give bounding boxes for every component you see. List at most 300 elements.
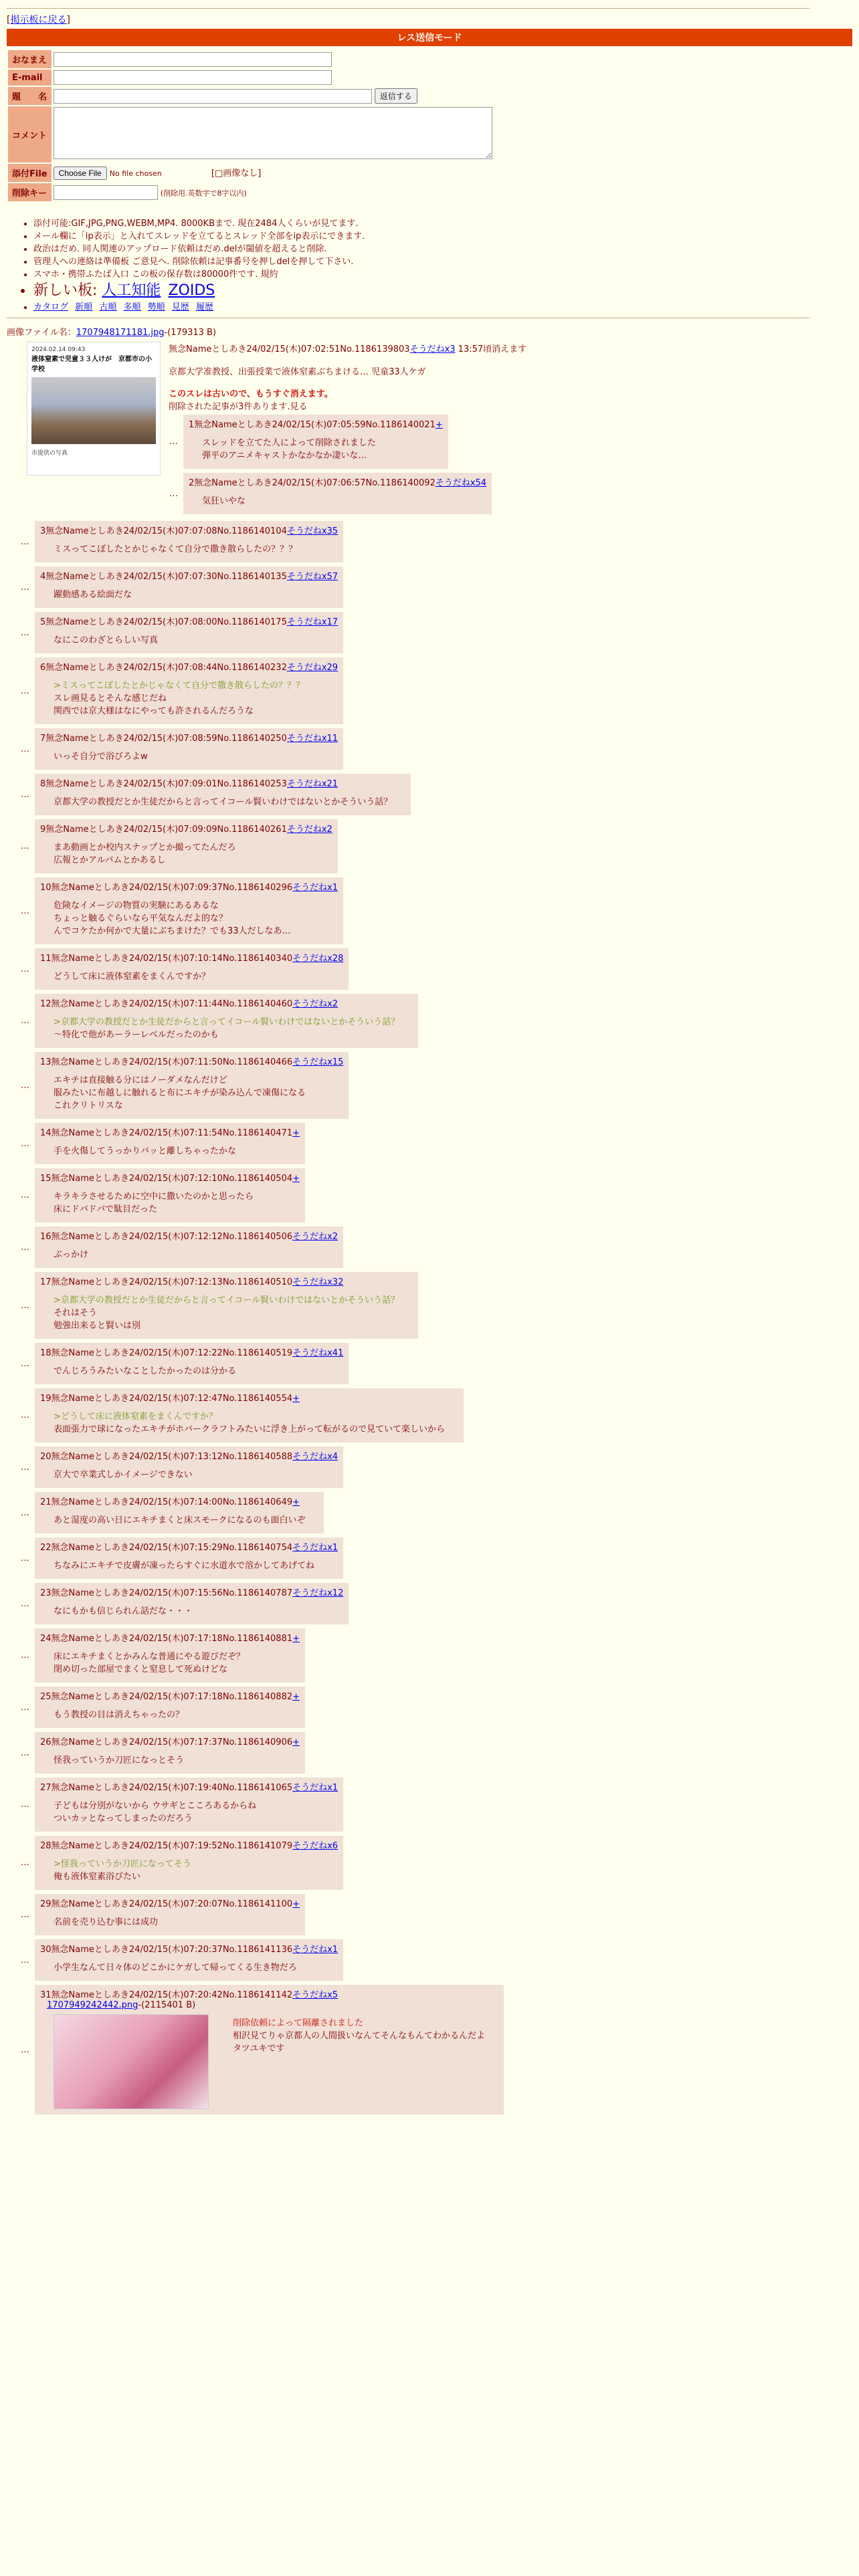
reply-line: エキチは直接触る分にはノーダメなんだけど <box>54 1075 227 1085</box>
reply-meta: 無念Nameとしあき24/02/15(木)07:14:00No.1186140649 <box>51 1497 293 1507</box>
reply-number: 15 <box>40 1174 52 1184</box>
reply-message <box>54 1650 286 1676</box>
reply-line: もう教授の目は消えちゃったの？ <box>54 1710 185 1720</box>
sodane-button[interactable]: + <box>292 1634 300 1644</box>
sodane-button[interactable]: + <box>292 1692 300 1702</box>
reply-message <box>54 1145 286 1158</box>
reply-number: 30 <box>40 1945 52 1955</box>
reply-body <box>35 728 343 770</box>
image-file-size: -(179313 B) <box>164 328 217 338</box>
reply-meta: 無念Nameとしあき24/02/15(木)07:11:54No.1186140471 <box>51 1128 293 1138</box>
reply-message <box>54 1800 324 1825</box>
back-nav: [掲示板に戻る] <box>7 15 70 25</box>
replies-list <box>20 521 852 1981</box>
reply-line: >京都大学の教授だとか生徒だからと言ってイコール賢いわけではないとかそういう話？ <box>54 1017 400 1027</box>
reply-dots: … <box>21 841 29 851</box>
reply-message <box>54 588 324 601</box>
sodane-button[interactable]: + <box>292 1394 300 1404</box>
reply-message <box>54 1961 324 1974</box>
reply-line: 危険なイメージの物質の実験にあるあるな <box>54 901 219 911</box>
reply-18 <box>20 1343 349 1384</box>
thumb-title: 液体窒素で児童３３人けが 京都市の小学校 <box>31 356 152 373</box>
reply-line: 躍動感ある絵面だな <box>54 590 132 600</box>
reply-header <box>40 880 338 893</box>
reply-dots: … <box>21 1909 29 1920</box>
post-form <box>7 49 494 203</box>
reply-27 <box>20 1778 343 1832</box>
reply-meta: 無念Nameとしあき24/02/15(木)07:12:12No.1186140506 <box>51 1232 293 1242</box>
reply-header <box>40 1838 338 1851</box>
reply-meta: 無念Nameとしあき24/02/15(木)07:11:50No.1186140466 <box>51 1057 293 1067</box>
reply-meta: 無念Nameとしあき24/02/15(木)07:19:40No.1186141065 <box>51 1783 293 1793</box>
reply-3 <box>20 521 343 562</box>
sort-many-link[interactable]: 多順 <box>123 302 141 312</box>
reply-dots: … <box>21 1410 29 1420</box>
reply-number: 24 <box>40 1634 52 1644</box>
sodane-button[interactable]: そうだねx17 <box>286 617 339 627</box>
reply-number: 6 <box>40 663 46 673</box>
reply-28 <box>20 1836 343 1890</box>
reply-dots: … <box>21 744 29 754</box>
reply-line: 小学生なんて日々体のどこかにケガして帰ってくる生き物だろ <box>54 1963 297 1973</box>
sodane-button[interactable]: そうだねx15 <box>292 1057 344 1067</box>
subject-label: 題 名 <box>8 87 52 105</box>
sodane-button[interactable]: + <box>435 420 443 430</box>
reply-13 <box>20 1052 349 1119</box>
reply-dots: … <box>21 905 29 916</box>
reply-header <box>40 776 405 789</box>
reply-body <box>35 1168 305 1222</box>
reply-number: 1 <box>189 420 195 430</box>
reply-body <box>35 1687 305 1728</box>
reply-line: 相沢見てりゃ京都人の人間扱いなんてそんなもんてわかるんだよ <box>233 2031 486 2041</box>
reply-header <box>40 1631 300 1644</box>
sodane-button[interactable]: そうだねx5 <box>292 1990 339 2000</box>
reply-body <box>35 1894 305 1935</box>
name-label: おなまえ <box>8 50 52 68</box>
reply-17 <box>20 1272 418 1339</box>
reply-message <box>54 1605 330 1618</box>
reply-6 <box>20 657 343 724</box>
reply-meta: 無念Nameとしあき24/02/15(木)07:20:07No.1186141100 <box>51 1899 293 1909</box>
reply-header <box>40 1586 343 1598</box>
reply-24 <box>20 1628 305 1683</box>
deleted-note: 削除された記事が3件あります.見る <box>169 402 308 412</box>
delkey-label: 削除キー <box>8 183 52 201</box>
new-boards <box>33 281 852 301</box>
reply-29 <box>20 1894 305 1935</box>
reply-meta: 無念Nameとしあき24/02/15(木)07:13:12No.1186140588 <box>51 1452 293 1462</box>
reply-line: >怪我っていうか刀匠になってそう <box>54 1859 191 1869</box>
reply-dots: … <box>21 2044 29 2055</box>
reply-number: 13 <box>40 1057 52 1067</box>
reply-meta: 無念Nameとしあき24/02/15(木)07:09:09No.1186140261 <box>45 825 287 835</box>
reply-message <box>54 1074 330 1112</box>
reply-body <box>35 1123 305 1164</box>
reply-30 <box>20 1939 343 1981</box>
reply-body <box>35 1939 343 1981</box>
reply-line: 閉め切った部屋でまくと窒息して死ぬけどな <box>54 1665 228 1675</box>
reply-line: 怪我っていうか刀匠になっとそう <box>54 1755 185 1765</box>
comment-field[interactable] <box>54 107 492 159</box>
reply-message <box>54 1249 324 1261</box>
reply-body <box>35 877 343 944</box>
rule-item: • 政治はだめ. 同人関連のアップロード依頼はだめ.delが閾値を超えると削除. <box>33 243 852 255</box>
sodane-button[interactable]: そうだねx21 <box>286 779 339 789</box>
reply-line: >ミスってこぼしたとかじゃなくて自分で撒き散らしたの？？？ <box>54 681 305 691</box>
reply-message <box>54 1560 324 1572</box>
sodane-button[interactable]: そうだねx11 <box>286 734 339 744</box>
reply-message <box>54 1754 286 1767</box>
sodane-button[interactable]: そうだねx1 <box>292 1945 339 1955</box>
reply-line: んでコケたか何かで大量にぶちまけた？でも33人だしなあ… <box>54 926 291 936</box>
reply-number: 16 <box>40 1232 52 1242</box>
reply-dots: … <box>21 627 29 638</box>
thumb-caption: 市提供の写真 <box>31 450 68 457</box>
mode-bar: レス送信モード <box>7 29 852 46</box>
reply-line: ちなみにエキチで皮膚が凍ったらすぐに水道水で溶かしてあげてね <box>54 1561 315 1571</box>
reply-line: ちょっと触るぐらいなら平気なんだよ的な？ <box>54 914 228 924</box>
op-header: 無念Nameとしあき24/02/15(木)07:02:51No.1186139803そうだねx3 13:57頃消えます <box>169 344 527 354</box>
reply-number: 19 <box>40 1394 52 1404</box>
reply-number: 29 <box>40 1899 52 1909</box>
reply-dots: … <box>21 536 29 547</box>
catalog-link[interactable]: カタログ <box>33 302 69 312</box>
sodane-button[interactable]: そうだねx3 <box>409 344 456 354</box>
reply-header <box>40 1391 458 1404</box>
classroom-photo <box>31 377 156 444</box>
top-divider <box>7 8 809 9</box>
reply-header <box>40 1540 338 1553</box>
reply-message <box>54 841 319 867</box>
reply-meta: 無念Nameとしあき24/02/15(木)07:12:10No.1186140504 <box>51 1174 293 1184</box>
reply-header <box>40 731 338 744</box>
reply-body <box>35 1836 343 1890</box>
reply-image-link[interactable]: 1707949242442.png <box>47 2000 138 2010</box>
sodane-button[interactable]: + <box>292 1174 300 1184</box>
reply-meta: 無念Nameとしあき24/02/15(木)07:11:44No.1186140460 <box>51 999 293 1009</box>
reply-line: 手を火傷してうっかりバッと離しちゃったかな <box>54 1146 237 1156</box>
reply-header <box>40 1229 338 1242</box>
reply-meta: 無念Nameとしあき24/02/15(木)07:08:44No.1186140232 <box>45 663 287 673</box>
thread <box>7 325 852 2115</box>
sodane-button[interactable]: そうだねx1 <box>292 1783 339 1793</box>
reply-header <box>40 822 332 835</box>
reply-message <box>54 634 324 647</box>
reply-dots: … <box>21 1507 29 1518</box>
reply-line: スレッドを立てた人によって削除されました <box>202 438 376 448</box>
op-replies <box>169 415 527 514</box>
sodane-button[interactable]: そうだねx28 <box>292 954 344 964</box>
reply-header <box>40 1689 300 1702</box>
reply-line: >京都大学の教授だとか生徒だからと言ってイコール賢いわけではないとかそういう話？ <box>54 1295 400 1305</box>
reply-message <box>54 1016 399 1041</box>
delkey-field[interactable] <box>54 185 158 200</box>
catalog-links <box>33 301 852 314</box>
reply-header <box>40 660 338 673</box>
reply-body <box>35 1388 464 1442</box>
reply-dots: … <box>21 1016 29 1026</box>
reply-line: ミスってこぼしたとかじゃなくて自分で撒き散らしたの？？？ <box>54 544 298 554</box>
reply-16 <box>20 1226 343 1268</box>
reply-header <box>189 417 443 430</box>
reply-number: 27 <box>40 1783 52 1793</box>
reply-message <box>54 1410 445 1436</box>
reply-meta: 無念Nameとしあき24/02/15(木)07:17:18No.1186140882 <box>51 1692 293 1702</box>
sodane-button[interactable]: そうだねx57 <box>286 572 339 582</box>
reply-line: キラキラさせるために空中に撒いたのかと思ったら <box>54 1192 254 1202</box>
reply-message <box>54 1365 330 1378</box>
reply-header <box>40 1275 413 1287</box>
rule-item: • スマホ・携帯ふたば入口 この板の保存数は80000件です. 規約 <box>33 268 852 281</box>
reply-meta: 無念Nameとしあき24/02/15(木)07:12:13No.1186140510 <box>51 1277 293 1287</box>
sodane-button[interactable]: そうだねx32 <box>292 1277 344 1287</box>
rule-item: • メール欄に「ip表示」と入れてスレッドを立てるとスレッド全部をip表示にできます. <box>33 230 852 243</box>
reply-number: 4 <box>40 572 46 582</box>
no-image-checkbox[interactable]: [□画像なし] <box>211 169 262 179</box>
sodane-button[interactable]: そうだねx12 <box>292 1588 344 1598</box>
reply-header <box>40 1495 318 1507</box>
reply-body <box>35 1226 343 1268</box>
reply-line: 表面張力で球になったエキチがホバークラフトみたいに浮き上がって転がるので見ていて楽しいから <box>54 1424 446 1434</box>
reply-message <box>54 679 324 718</box>
sodane-button[interactable]: そうだねx2 <box>292 1232 339 1242</box>
reply-body <box>35 1583 349 1624</box>
reply-dots: … <box>21 1650 29 1660</box>
reply-number: 22 <box>40 1543 52 1553</box>
sodane-button[interactable]: そうだねx41 <box>292 1348 344 1358</box>
reply-line: どうして床に液体窒素をまくんですか？ <box>54 972 211 982</box>
reply-header <box>40 996 413 1009</box>
reply-body <box>35 1446 343 1488</box>
reply-21 <box>20 1492 324 1533</box>
thumb-date: 2024.02.14 09:43 <box>31 346 86 353</box>
reply-message <box>202 437 430 462</box>
reply-message <box>54 1190 286 1216</box>
reply-number: 10 <box>40 883 52 893</box>
reply-meta: 無念Nameとしあき24/02/15(木)07:12:47No.1186140554 <box>51 1394 293 1404</box>
reply-body: 31無念Nameとしあき24/02/15(木)07:20:42No.1186141142そうだねx5 1707949242442.png-(2115401 B) 削除依頼によって隔離されました 相沢見てりゃ京都人の人間扱いなんてそんなもんてわかるんだよ タツユキです <box>35 1985 504 2115</box>
reply-meta: 無念Nameとしあき24/02/15(木)07:17:37No.1186140906 <box>51 1737 293 1747</box>
reply-number: 12 <box>40 999 52 1009</box>
reply-header <box>40 1897 300 1909</box>
board-link-ai[interactable]: 人工知能 <box>102 282 161 299</box>
reply-8 <box>20 774 411 815</box>
reply-dots: … <box>21 1598 29 1609</box>
reply-header <box>189 475 486 488</box>
reply-10 <box>20 877 343 944</box>
reply-header <box>40 1449 338 1462</box>
reply-5 <box>20 612 343 653</box>
history-link[interactable]: 履歴 <box>195 302 213 312</box>
reply-line: 京都大学の教授だとか生徒だからと言ってイコール賢いわけではないとかそういう話？ <box>54 797 393 807</box>
reply-line: なにもかも信じられん話だな・・・ <box>54 1606 193 1616</box>
reply-dots: … <box>169 488 178 499</box>
reply-line: 名前を売り込む事には成功 <box>54 1917 159 1927</box>
reply-number: 3 <box>40 526 46 536</box>
sodane-button[interactable]: そうだねx2 <box>286 825 332 835</box>
image-file-line <box>7 325 852 338</box>
reply-meta: 無念Nameとしあき24/02/15(木)07:12:22No.1186140519 <box>51 1348 293 1358</box>
reply-dots: … <box>21 1080 29 1091</box>
reply-dots: … <box>21 1358 29 1369</box>
reply-meta: 無念Nameとしあき24/02/15(木)07:08:00No.1186140175 <box>45 617 287 627</box>
reply-line: ぶっかけ <box>54 1250 89 1260</box>
sodane-button[interactable]: + <box>292 1497 300 1507</box>
sort-old-link[interactable]: 古順 <box>99 302 117 312</box>
sodane-button[interactable]: そうだねx1 <box>292 883 339 893</box>
reply-message <box>54 899 324 938</box>
sodane-button[interactable]: そうだねx2 <box>292 999 339 1009</box>
reply-header <box>40 524 338 536</box>
name-field[interactable] <box>54 52 332 67</box>
reply-dots: … <box>21 685 29 696</box>
image-file-label: 画像ファイル名： <box>7 328 76 338</box>
reply-26 <box>20 1732 305 1774</box>
reply-body <box>35 612 343 653</box>
reply-line: 関西では京大様はなにやっても許されるんだろうな <box>54 706 254 716</box>
reply-header <box>40 1735 300 1747</box>
reply-line: なにこのわざとらしい写真 <box>54 635 159 645</box>
image-file-link[interactable]: 1707948171181.jpg <box>76 328 165 338</box>
reply-11 <box>20 948 349 990</box>
reply-message <box>54 1916 286 1929</box>
new-boards-prefix: 新しい板: <box>33 282 98 299</box>
reply-15 <box>20 1168 305 1222</box>
reply-number: 8 <box>40 779 46 789</box>
reply-12 <box>20 994 418 1048</box>
reply-meta: 無念Nameとしあき24/02/15(木)07:20:37No.1186141136 <box>51 1945 293 1955</box>
reply-number: 5 <box>40 617 46 627</box>
subject-field[interactable] <box>54 89 372 104</box>
reply-line: それはそう <box>54 1308 98 1318</box>
sodane-button[interactable]: そうだねx6 <box>292 1841 339 1851</box>
reply-line: いっそ自分で浴びろよw <box>54 752 148 762</box>
reply-body <box>35 1628 305 1683</box>
reply-header <box>40 1055 343 1067</box>
reply-header <box>40 1780 338 1793</box>
reply-header <box>40 1125 300 1138</box>
reply-message <box>54 1294 399 1332</box>
reply-meta: 無念Nameとしあき24/02/15(木)07:08:59No.1186140250 <box>45 734 287 744</box>
reply-number: 23 <box>40 1588 52 1598</box>
reply-body <box>35 774 411 815</box>
reply-meta: 無念Nameとしあき24/02/15(木)07:10:14No.1186140340 <box>51 954 293 964</box>
reply-message <box>54 1469 324 1481</box>
reply-meta: 無念Nameとしあき24/02/15(木)07:09:01No.1186140253 <box>45 779 287 789</box>
reply-dots: … <box>21 1300 29 1311</box>
reply-31 <box>20 1985 504 2115</box>
sodane-button[interactable]: そうだねx1 <box>292 1543 339 1553</box>
sodane-button[interactable]: + <box>292 1899 300 1909</box>
reply-9 <box>20 819 338 873</box>
reply-line: 俺も液体窒素浴びたい <box>54 1872 141 1882</box>
reply-23 <box>20 1583 349 1624</box>
reply-7 <box>20 728 343 770</box>
reply-body <box>35 521 343 562</box>
reply-message <box>54 1514 305 1527</box>
sodane-button[interactable]: そうだねx29 <box>286 663 339 673</box>
reply-1 <box>169 415 448 469</box>
reply-header <box>40 1171 300 1184</box>
email-field[interactable] <box>54 70 332 85</box>
choose-file-button[interactable]: Choose File <box>54 167 107 180</box>
rules-list <box>33 217 852 314</box>
rule-item: • 管理人への連絡は準備板 ご意見へ. 削除依頼は記事番号を押しdelを押して下さい. <box>33 255 852 268</box>
reply-image-thumbnail[interactable] <box>54 2014 209 2109</box>
reply-body <box>35 994 418 1048</box>
reply-line: 京大で卒業式しかイメージできない <box>54 1470 193 1480</box>
reply-body <box>35 1537 343 1579</box>
reply-line: 広報とかアルバムとかあるし <box>54 855 166 865</box>
reply-line: 床にドバドバで駄目だった <box>54 1204 157 1214</box>
reply-meta: 無念Nameとしあき24/02/15(木)07:15:29No.1186140754 <box>51 1543 293 1553</box>
reply-body <box>35 1778 343 1832</box>
reply-header <box>40 951 343 964</box>
op-thumbnail[interactable] <box>27 342 161 475</box>
reply-meta: 無念Nameとしあき24/02/15(木)07:17:18No.1186140881 <box>51 1634 293 1644</box>
reply-body <box>35 1343 349 1384</box>
reply-message <box>54 1858 324 1883</box>
reply-line: でんじろうみたいなことしたかったのは分かる <box>54 1366 237 1376</box>
reply-body <box>35 1732 305 1774</box>
sort-momentum-link[interactable]: 勢順 <box>147 302 165 312</box>
reply-header: 31無念Nameとしあき24/02/15(木)07:20:42No.1186141142そうだねx5 <box>40 1990 339 2000</box>
back-link[interactable]: 掲示板に戻る <box>10 15 67 25</box>
reply-dots: … <box>169 437 178 447</box>
reply-dots: … <box>21 1242 29 1253</box>
sodane-button[interactable]: + <box>292 1737 300 1747</box>
reply-number: 11 <box>40 954 52 964</box>
sort-new-link[interactable]: 新順 <box>75 302 93 312</box>
reply-body <box>35 657 343 724</box>
submit-button[interactable]: 返信する <box>375 88 417 104</box>
reply-body <box>35 566 343 608</box>
reply-body <box>183 415 448 469</box>
sodane-button[interactable]: そうだねx4 <box>292 1452 339 1462</box>
view-history-link[interactable]: 見歴 <box>171 302 189 312</box>
reply-header <box>40 1942 338 1955</box>
reply-14 <box>20 1123 305 1164</box>
reply-line: ついカッとなってしまったのだろう <box>54 1814 193 1824</box>
reply-meta: 無念Nameとしあき24/02/15(木)07:07:08No.1186140104 <box>45 526 287 536</box>
reply-line: まあ動画とか校内スナップとか撮ってたんだろ <box>54 843 236 853</box>
reply-message <box>54 543 324 556</box>
reply-line: これクリトリスな <box>54 1101 123 1111</box>
reply-header <box>40 569 338 582</box>
reply-line: 勉強出来ると賢いは別 <box>54 1321 141 1331</box>
reply-meta: 無念Nameとしあき24/02/15(木)07:05:59No.1186140021 <box>194 420 436 430</box>
reply-number: 7 <box>40 734 46 744</box>
reply-body <box>35 1052 349 1119</box>
reply-line: 弾平のアニメキャストかなかなか凄いな… <box>202 451 367 461</box>
old-thread-warning: このスレは古いので、もうすぐ消えます。 <box>169 389 333 399</box>
reply-meta: 無念Nameとしあき24/02/15(木)07:15:56No.1186140787 <box>51 1588 293 1598</box>
reply-19 <box>20 1388 464 1442</box>
reply-number: 26 <box>40 1737 52 1747</box>
rule-item: • 添付可能:GIF,JPG,PNG,WEBM,MP4. 8000KBまで. 現在2484人くらいが見てます. <box>33 217 852 230</box>
sodane-button[interactable]: + <box>292 1128 300 1138</box>
reply-meta: 無念Nameとしあき24/02/15(木)07:06:57No.1186140092 <box>194 478 436 488</box>
reply-body <box>35 948 349 990</box>
sodane-button[interactable]: そうだねx54 <box>435 478 487 488</box>
board-link-zoids[interactable]: ZOIDS <box>168 282 215 299</box>
reply-2 <box>169 473 492 514</box>
sodane-button[interactable]: そうだねx35 <box>286 526 339 536</box>
reply-number: 17 <box>40 1277 52 1287</box>
reply-line: 床にエキチまくとかみんな普通にやる遊びだぞ？ <box>54 1652 246 1662</box>
reply-message <box>54 970 330 983</box>
